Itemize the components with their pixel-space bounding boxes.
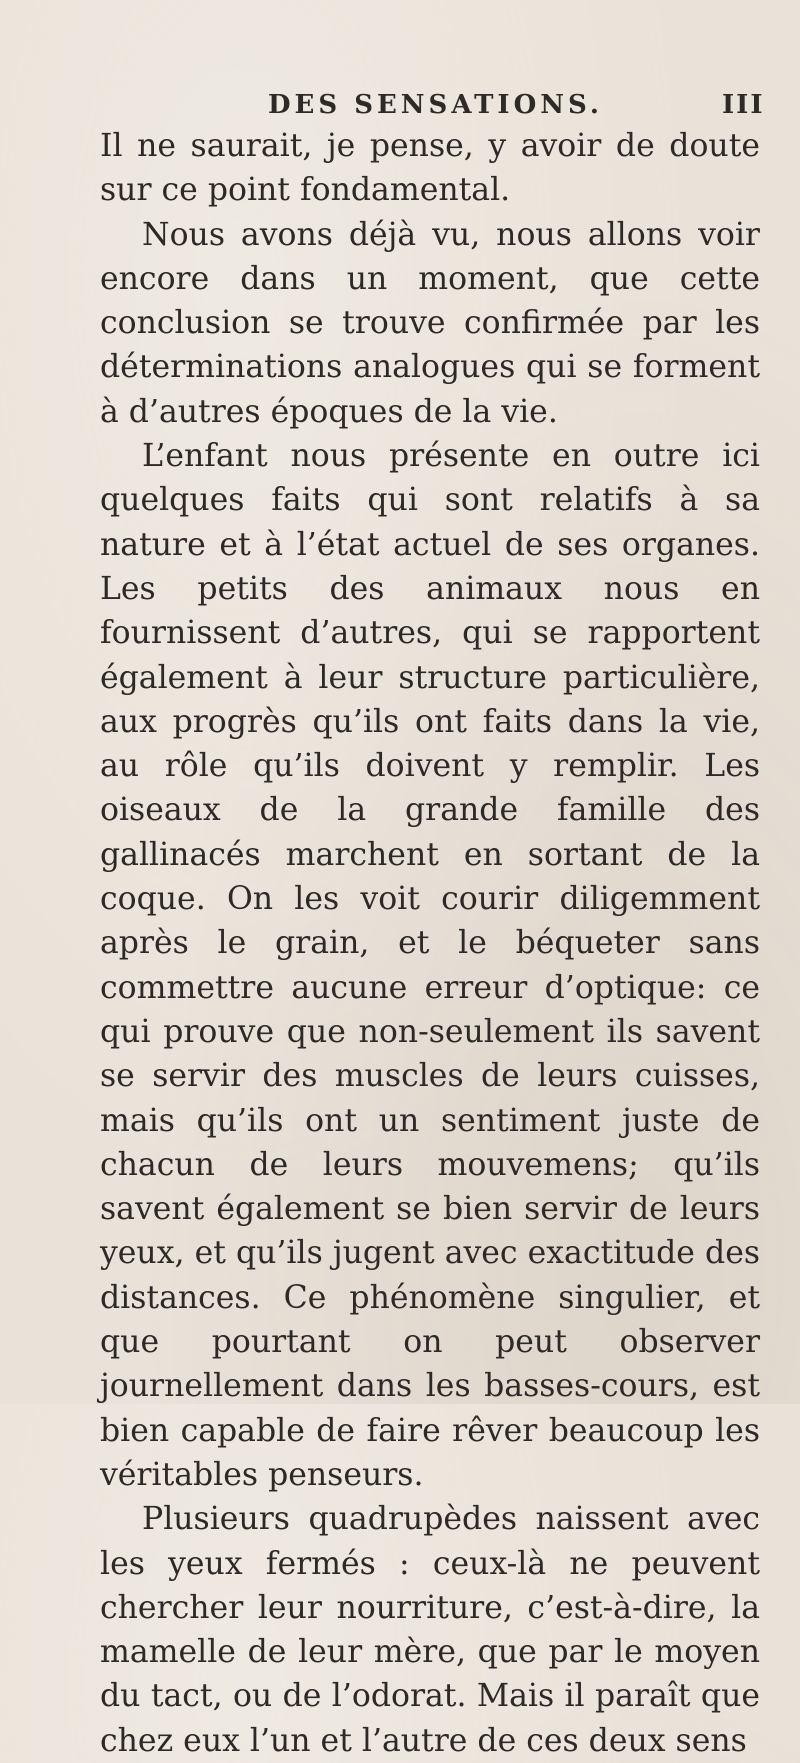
running-head-title: DES SENSATIONS. — [268, 90, 603, 120]
body-text — [100, 124, 760, 1763]
page-number: III — [722, 90, 765, 120]
paragraph-2: Nous avons déjà vu, nous allons voir encore dans un moment, que cette conclusion se trouve confirmée par les déterminations analogues qui se forment à d’autres époques de la vie. — [100, 216, 760, 430]
paragraph-4: Plusieurs quadrupèdes naissent avec les yeux fermés : ceux-là ne peuvent chercher leur nourriture, c’est-à-dire, la mamelle de leur mère, que par le moyen du tact, ou de l’odorat. Mais il paraît que chez eux l’un et l’autre de ces deux sens — [100, 1501, 760, 1759]
paragraph-3: L’enfant nous présente en outre ici quelques faits qui sont relatifs à sa nature et à l’état actuel de ses organes. Les petits des animaux nous en fournissent d’autres, qui se rapportent également à leur structure particulière, aux progrès qu’ils ont faits dans la vie, au rôle qu’ils doivent y remplir. Les oiseaux de la grande famille des gallinacés marchent en sortant de la coque. On les voit courir diligemment après le grain, et le béqueter sans commettre aucune erreur d’optique: ce qui prouve que non-seulement ils savent se servir des muscles de leurs cuisses, mais qu’ils ont un sentiment juste de chacun de leurs mouvemens; qu’ils savent également se bien servir de leurs yeux, et qu’ils jugent avec exactitude des distances. Ce phénomène singulier, et que pourtant on peut observer journellement dans les basses-cours, est bien capable de faire rêver beaucoup les véritables penseurs. — [100, 438, 760, 1493]
paragraph-1: Il ne saurait, je pense, y avoir de doute sur ce point fondamental. — [100, 128, 760, 209]
